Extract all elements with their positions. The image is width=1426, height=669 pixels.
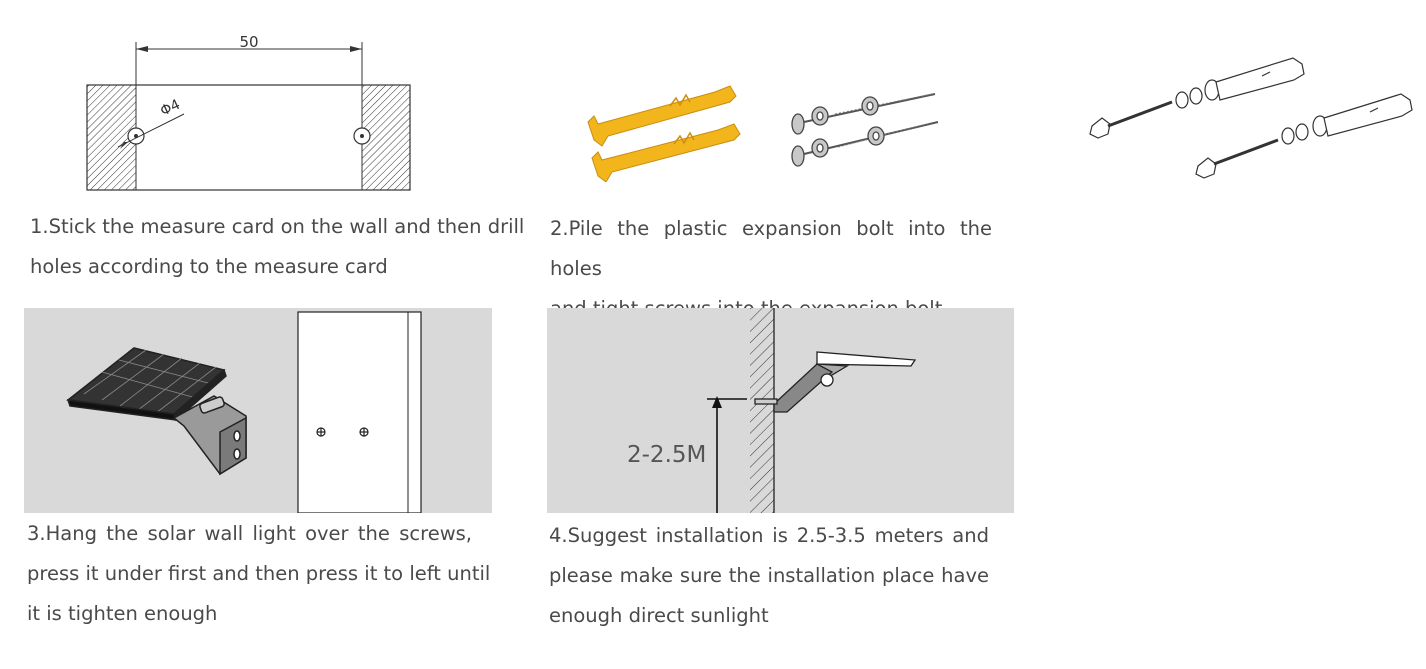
- wall-panel: [298, 312, 421, 513]
- caption-line: 4.Suggest installation is 2.5-3.5 meters and: [549, 524, 989, 547]
- step3-illustration: [24, 308, 492, 513]
- step3-caption: [27, 514, 491, 634]
- caption-line: enough direct sunlight: [549, 604, 769, 627]
- wall-section: [750, 308, 774, 513]
- caption-line: 3.Hang the solar wall light over the screws,: [27, 522, 472, 545]
- plugs-and-screws-figure: [580, 72, 950, 182]
- mounted-light-icon: [755, 352, 915, 412]
- expansion-bolt-figure: [1088, 50, 1418, 180]
- caption-line: 1.Stick the measure card on the wall and then drill: [30, 215, 525, 238]
- expansion-bolt-icon: [1090, 58, 1412, 178]
- step4-caption: [549, 516, 989, 636]
- caption-line: it is tighten enough: [27, 602, 218, 625]
- caption-line: 2.Pile the plastic expansion bolt into the holes: [550, 217, 992, 280]
- plastic-plug-icon: [588, 86, 740, 182]
- washer-icon: [792, 97, 884, 166]
- height-label: 2-2.5M: [627, 442, 707, 468]
- step1-caption: [30, 207, 525, 287]
- measure-card-figure: [80, 30, 420, 200]
- step4-illustration: [547, 308, 1014, 513]
- solar-wall-light-icon: [68, 348, 246, 474]
- caption-line: press it under first and then press it to left until: [27, 562, 491, 585]
- dimension-label: 50: [239, 33, 259, 51]
- caption-line: please make sure the installation place have: [549, 564, 989, 587]
- hole-diameter-label: Φ4: [157, 96, 183, 120]
- caption-line: holes according to the measure card: [30, 255, 388, 278]
